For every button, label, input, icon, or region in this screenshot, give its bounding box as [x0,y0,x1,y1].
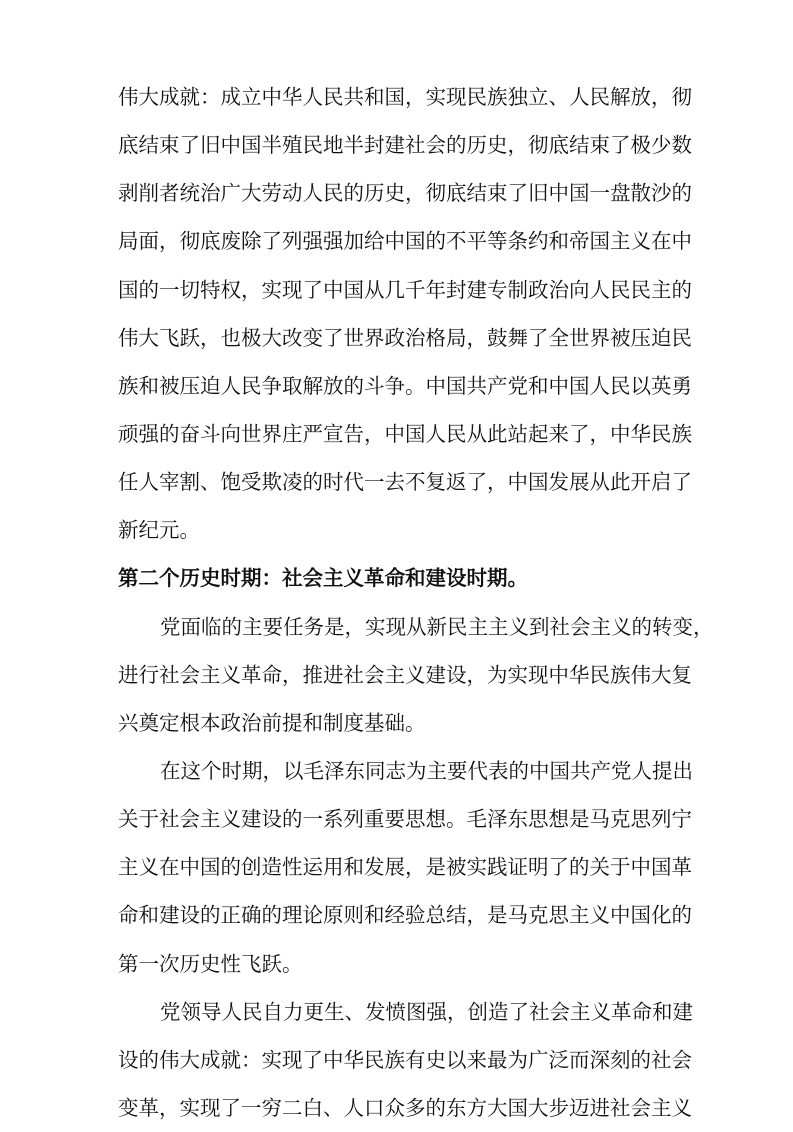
text-line: 局面，彻底废除了列强强加给中国的不平等条约和帝国主义在中 [118,229,692,254]
paragraph [118,988,693,1132]
paragraph [118,747,693,988]
document-page [118,73,714,1132]
text-line: 命和建设的正确的理论原则和经验总结，是马克思主义中国化的 [118,903,692,928]
text-line: 新纪元。 [118,518,200,543]
text-line: 设的伟大成就：实现了中华民族有史以来最为广泛而深刻的社会 [118,1047,692,1072]
text-line: 底结束了旧中国半殖民地半封建社会的历史，彻底结束了极少数 [118,133,692,158]
text-line: 变革，实现了一穷二白、人口众多的东方大国大步迈进社会主义 [118,1095,692,1120]
text-line: 伟大飞跃，也极大改变了世界政治格局，鼓舞了全世界被压迫民 [118,325,692,350]
text-line: 第一次历史性飞跃。 [118,951,303,976]
text-line: 关于社会主义建设的一系列重要思想。毛泽东思想是马克思列宁 [118,807,692,832]
section-heading [118,554,678,602]
text-line: 党领导人民自力更生、发愤图强，创造了社会主义革命和建 [160,999,693,1024]
text-line: 伟大成就：成立中华人民共和国，实现民族独立、人民解放，彻 [118,85,692,109]
paragraph [118,603,714,747]
text-line: 主义在中国的创造性运用和发展，是被实践证明了的关于中国革 [118,855,692,880]
text-line: 党面临的主要任务是，实现从新民主主义到社会主义的转变， [160,614,714,639]
text-line: 兴奠定根本政治前提和制度基础。 [118,710,426,735]
text-line: 任人宰割、饱受欺凌的时代一去不复返了，中国发展从此开启了 [118,470,692,495]
text-line: 在这个时期，以毛泽东同志为主要代表的中国共产党人提出 [160,758,693,783]
paragraph [118,73,692,554]
text-line: 顽强的奋斗向世界庄严宣告，中国人民从此站起来了，中华民族 [118,421,692,446]
text-line: 第二个历史时期：社会主义革命和建设时期。 [118,566,528,591]
text-line: 进行社会主义革命，推进社会主义建设，为实现中华民族伟大复 [118,662,692,687]
text-line: 族和被压迫人民争取解放的斗争。中国共产党和中国人民以英勇 [118,373,692,398]
text-line: 国的一切特权，实现了中国从几千年封建专制政治向人民民主的 [118,277,692,302]
text-line: 剥削者统治广大劳动人民的历史，彻底结束了旧中国一盘散沙的 [118,181,692,206]
